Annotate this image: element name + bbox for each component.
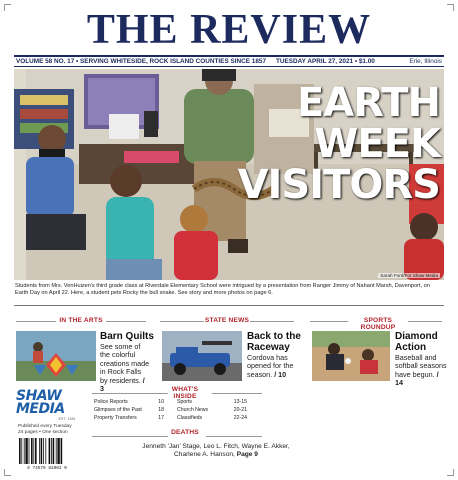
page-reference: / 14 xyxy=(395,369,439,388)
headline-line: WEEK xyxy=(314,121,440,167)
index-entry-page: 17 xyxy=(158,415,164,422)
issue-date-price: TUESDAY APRIL 27, 2021 • $1.00 xyxy=(276,58,375,65)
barcode-bar xyxy=(41,438,43,464)
publication-schedule: Published every Tuesday xyxy=(18,424,72,429)
divider xyxy=(16,321,56,322)
title-line: Raceway xyxy=(247,342,290,353)
index-entry-name: Classifieds xyxy=(177,415,203,422)
logo-established: EST. 1851 xyxy=(58,417,76,421)
index-entry xyxy=(94,414,164,422)
barcode-bar xyxy=(53,438,55,464)
index-entry xyxy=(94,406,164,414)
logo-line: MEDIA xyxy=(16,401,65,417)
divider xyxy=(408,321,442,322)
barcode-bar xyxy=(49,438,51,464)
headline-line: EARTH xyxy=(296,80,440,126)
section-label-arts: IN THE ARTS xyxy=(59,317,103,324)
barcode-bar xyxy=(21,438,22,464)
deaths-names-line: Charlene A. Hanson, xyxy=(174,451,235,459)
index-entry-name: Sports xyxy=(177,399,192,405)
state-news-thumbnail xyxy=(162,331,242,381)
publication-info xyxy=(18,424,72,436)
crop-mark xyxy=(447,469,454,476)
deaths-list xyxy=(96,443,336,460)
barcode-bar xyxy=(43,438,44,464)
photo-credit: Sarah Ford/For Shaw Media xyxy=(380,273,438,278)
index-left-column xyxy=(94,398,164,422)
barcode-bar xyxy=(51,438,52,464)
sports-thumbnail xyxy=(312,331,390,381)
barcode-bar xyxy=(57,438,59,464)
shaw-media-logo xyxy=(16,390,76,421)
barcode-bar xyxy=(25,438,27,464)
teaser-text: See some of the colorful creations made in Rock Falls by residents. xyxy=(100,342,150,385)
barcode-bar xyxy=(56,438,57,464)
section-label-deaths: DEATHS xyxy=(171,429,199,436)
barcode-bar xyxy=(19,438,21,464)
divider xyxy=(160,321,204,322)
divider xyxy=(206,436,262,437)
barcode-bar xyxy=(61,438,63,464)
logo-wordmark xyxy=(16,390,76,416)
divider xyxy=(106,321,146,322)
page-reference: / 3 xyxy=(100,375,145,394)
divider xyxy=(14,305,444,306)
page-reference: Page 9 xyxy=(236,451,258,459)
sports-story-teaser xyxy=(395,354,447,388)
barcode-bar xyxy=(24,438,25,464)
section-label-state-news: STATE NEWS xyxy=(204,317,250,324)
divider xyxy=(92,393,168,394)
teaser-text: Cordova has opened for the season. xyxy=(247,353,294,379)
barcode-bars xyxy=(18,438,78,464)
index-entry-name: Police Reports xyxy=(94,399,128,405)
barcode xyxy=(18,438,78,464)
barcode-bar xyxy=(45,438,46,464)
page-reference: / 10 xyxy=(274,369,287,379)
state-news-story-title xyxy=(247,331,301,353)
tagline: SERVING WHITESIDE, ROCK ISLAND COUNTIES SINCE 1857 xyxy=(80,58,266,65)
crop-mark xyxy=(4,469,11,476)
index-entry xyxy=(94,398,164,406)
lead-photo xyxy=(14,69,444,280)
divider xyxy=(212,393,262,394)
index-entry-page: 18 xyxy=(158,407,164,414)
index-entry xyxy=(177,406,247,414)
divider xyxy=(310,321,348,322)
divider xyxy=(92,436,168,437)
state-news-story-teaser xyxy=(247,354,299,379)
photo-caption: Students from Mrs. VenHuizen's third grade class at Riverdale Elementary School were intrigued by a presentation from Ranger Jimmy of Nahant Marsh, Davenport, on Earth Day on April 22. Here, a student pets Rocky the bull snake. See story and more photos on page 6. xyxy=(15,283,430,297)
title-line: Action xyxy=(395,342,427,353)
sports-story-title xyxy=(395,331,438,353)
volume-number: VOLUME 58 NO. 17 xyxy=(16,58,75,65)
divider xyxy=(250,321,294,322)
arts-story-title: Barn Quilts xyxy=(100,331,154,342)
barcode-bar xyxy=(33,438,34,464)
masthead: THE REVIEW xyxy=(86,7,372,53)
index-entry-page: 20-21 xyxy=(233,407,247,414)
deaths-names xyxy=(96,451,336,459)
index-entry-name: Glimpses of the Past xyxy=(94,407,142,414)
barcode-bar xyxy=(35,438,37,464)
index-entry-page: 13-15 xyxy=(233,399,247,405)
index-entry-page: 22-24 xyxy=(233,415,247,422)
location: Erie, Illinois xyxy=(409,58,442,65)
page-count: 24 pages • One section xyxy=(18,430,68,435)
deaths-names: Jenneth 'Jan' Stage, Leo L. Fitch, Wayne E. Akker, xyxy=(142,443,290,450)
arts-thumbnail xyxy=(16,331,96,381)
lead-headline xyxy=(237,80,440,208)
barcode-bar xyxy=(31,438,33,464)
section-label-whats-inside: WHAT'S INSIDE xyxy=(171,386,199,400)
teaser-text: Baseball and softball seasons have begun. xyxy=(395,353,447,379)
barcode-bar xyxy=(39,438,40,464)
index-entry xyxy=(177,398,247,406)
section-label-sports: SPORTS ROUNDUP xyxy=(360,317,396,331)
index-right-column xyxy=(177,398,247,422)
index-entry-name: Property Transfers xyxy=(94,415,137,422)
info-bar xyxy=(14,55,444,67)
arts-story-teaser xyxy=(100,343,150,393)
logo-line: SHAW xyxy=(16,388,62,404)
title-line: Diamond xyxy=(395,331,438,342)
barcode-bar xyxy=(29,438,30,464)
headline-line: VISITORS xyxy=(237,162,440,208)
index-entry xyxy=(177,414,247,422)
index-entry-page: 10 xyxy=(158,399,164,405)
volume-and-tagline: VOLUME 58 NO. 17 • SERVING WHITESIDE, ROCK ISLAND COUNTIES SINCE 1857 xyxy=(16,58,266,65)
title-line: Back to the xyxy=(247,331,301,342)
index-entry-name: Church News xyxy=(177,407,209,414)
barcode-number: 6 74579 82002 0 xyxy=(27,466,67,471)
